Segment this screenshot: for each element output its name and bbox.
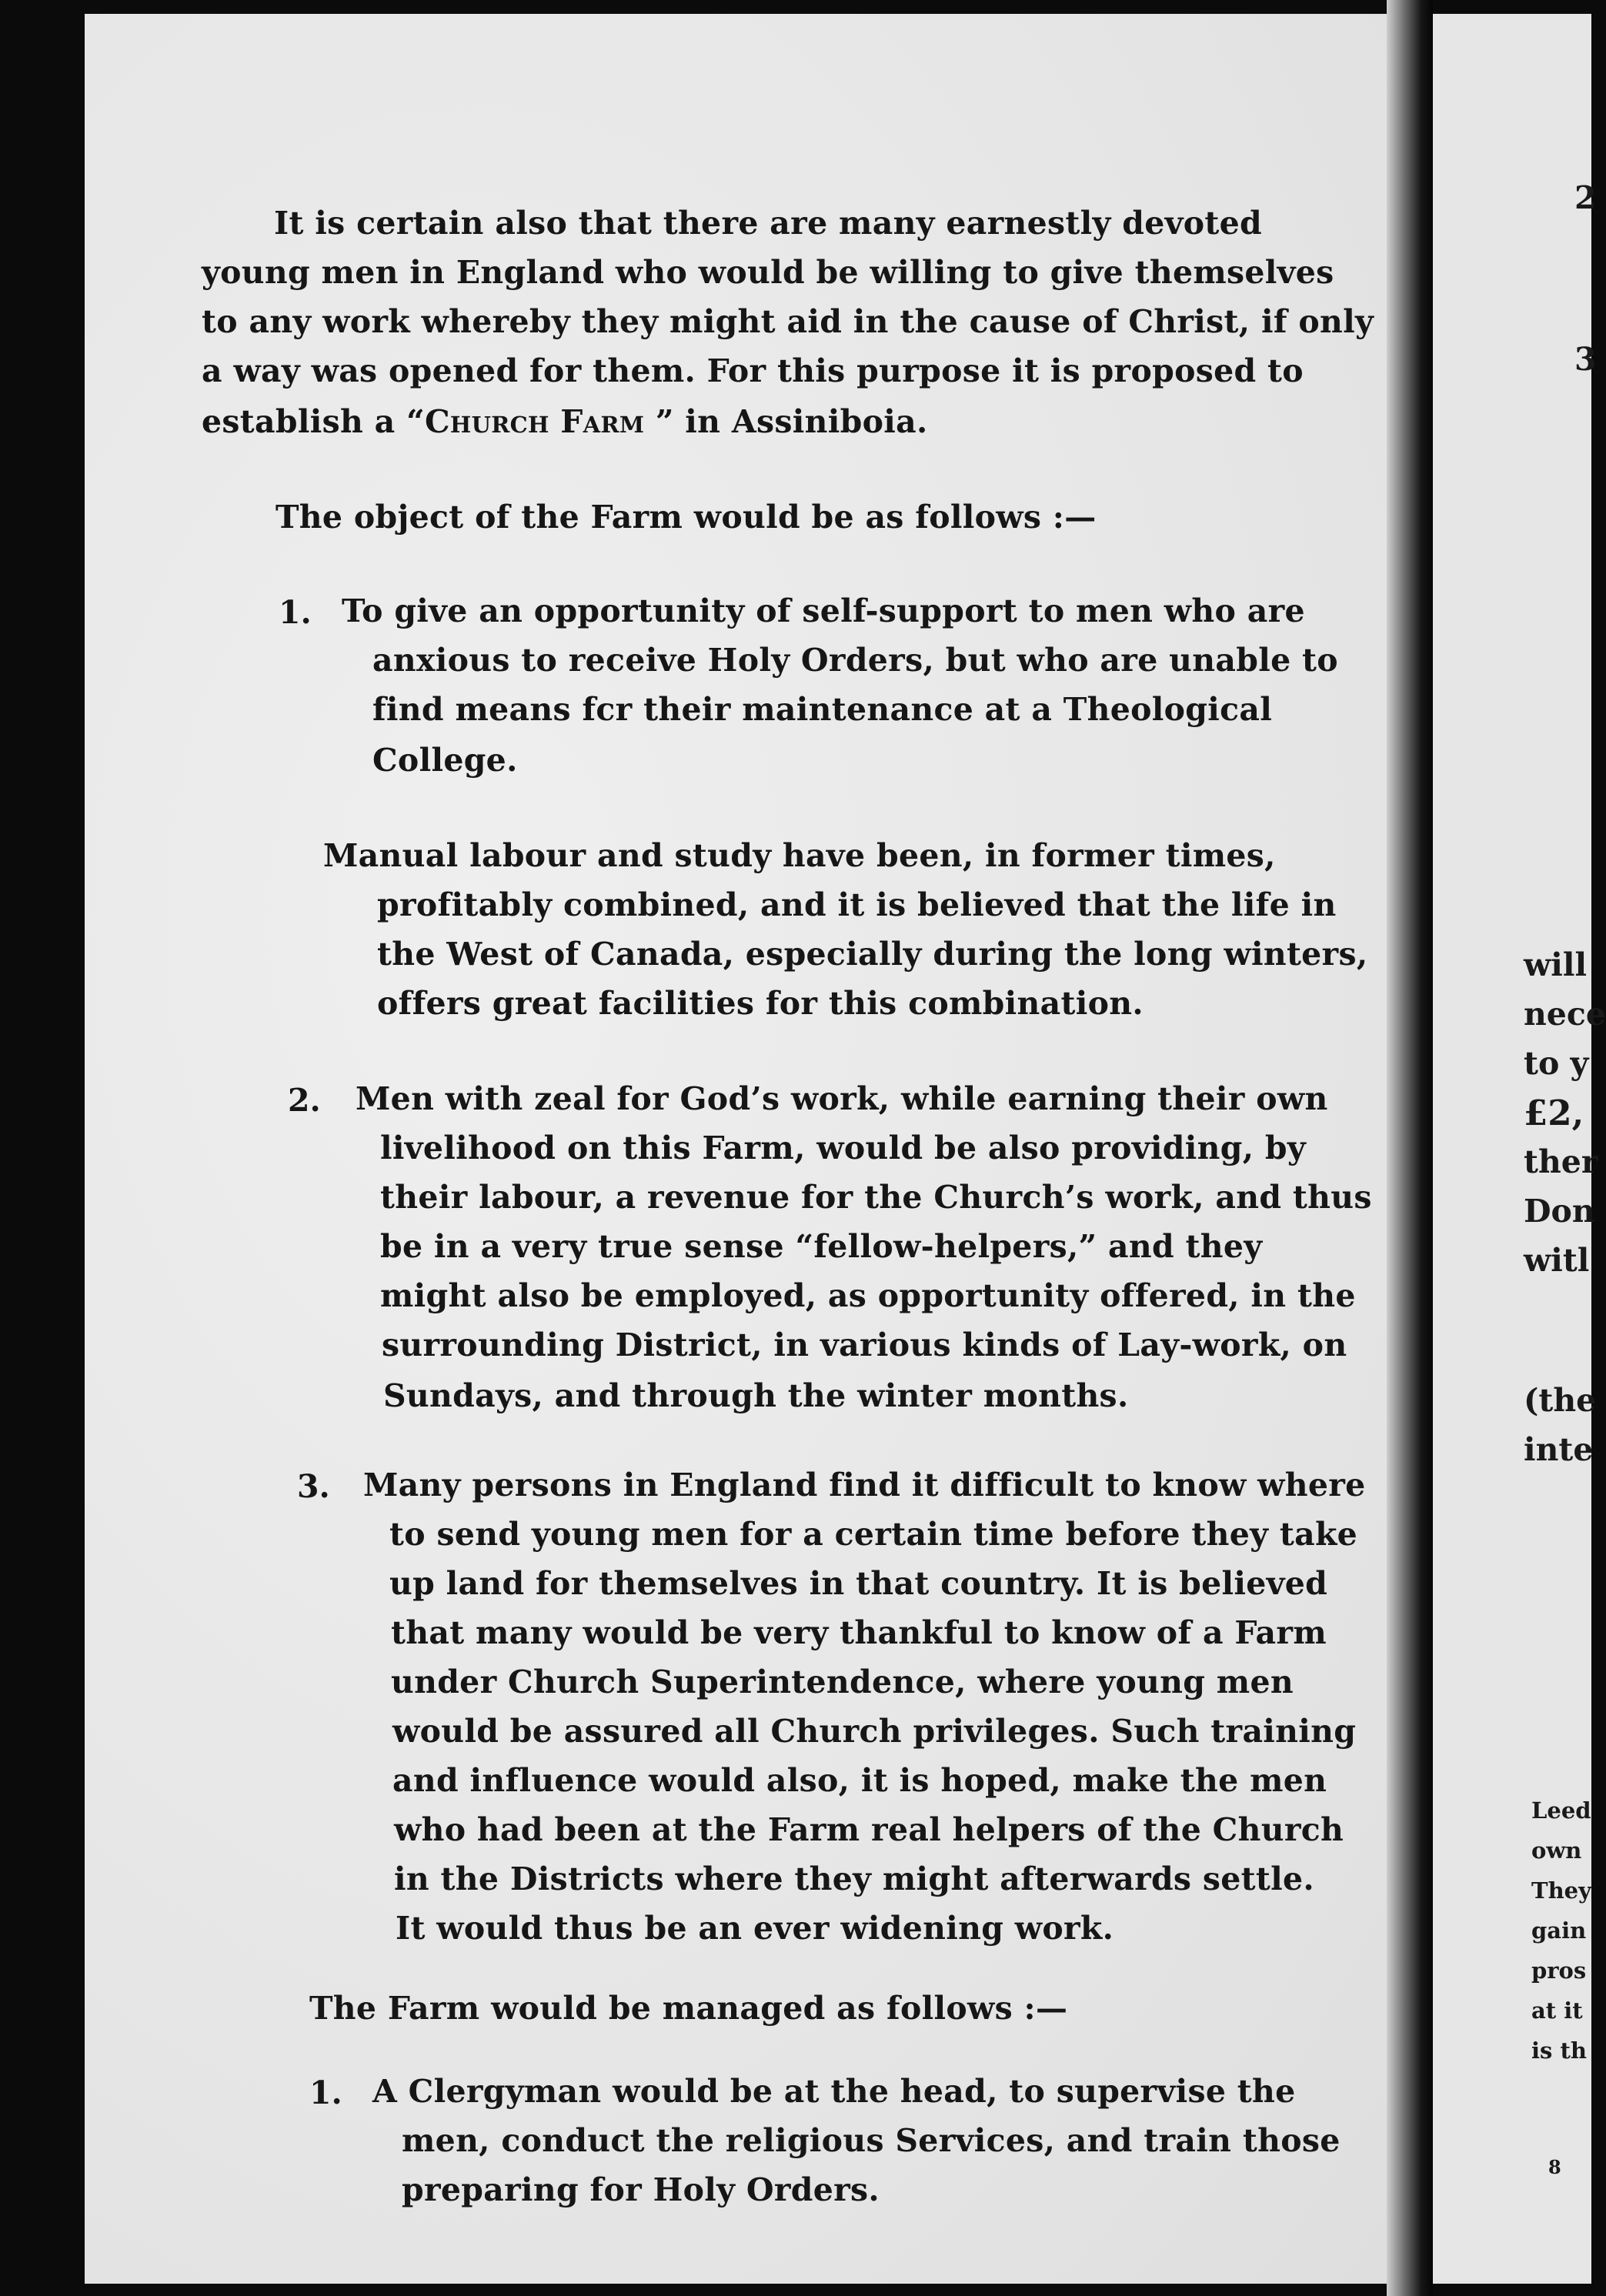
intro-line-5-end: ” in Assiniboia.	[644, 403, 928, 440]
adjacent-page-fragment: Don	[1524, 1193, 1595, 1230]
adjacent-page-fragment: 2	[1574, 179, 1597, 216]
manual-para-line: offers great facilities for this combination.	[377, 985, 1144, 1022]
adjacent-page-fragment: pros	[1531, 1957, 1587, 1984]
object-item-2-line: be in a very true sense “fellow-helpers,” and they	[380, 1228, 1263, 1265]
object-item-3-line: Many persons in England find it difficult to know where	[363, 1467, 1366, 1503]
adjacent-page-fragment: will	[1524, 946, 1588, 983]
object-item-1-line: College.	[372, 742, 518, 779]
page-fold-gutter	[1387, 0, 1433, 2296]
adjacent-page-fragment: witl	[1524, 1242, 1590, 1279]
object-item-3-line: that many would be very thankful to know of a Farm	[391, 1614, 1327, 1651]
adjacent-page-fragment: (the	[1524, 1382, 1597, 1419]
manual-para-line: the West of Canada, especially during the long winters,	[377, 936, 1368, 973]
manual-para-line: Manual labour and study have been, in former times,	[323, 837, 1276, 874]
managed-item-1-line: A Clergyman would be at the head, to supervise the	[372, 2073, 1296, 2110]
object-item-3-line: It would thus be an ever widening work.	[396, 1910, 1114, 1947]
object-item-3-line: in the Districts where they might afterwards settle.	[394, 1860, 1314, 1897]
manual-para-line: profitably combined, and it is believed that the life in	[377, 886, 1337, 923]
object-item-2-line: livelihood on this Farm, would be also providing, by	[380, 1130, 1306, 1166]
object-item-1-number: 1.	[279, 594, 312, 631]
object-item-2-line: surrounding District, in various kinds of Lay-work, on	[382, 1327, 1347, 1363]
object-item-1-line: find means fcr their maintenance at a Theological	[372, 691, 1273, 728]
adjacent-page-fragment: 3	[1574, 341, 1597, 378]
adjacent-page-fragment: inte	[1524, 1431, 1594, 1468]
adjacent-page-fragment: ther	[1524, 1143, 1598, 1180]
adjacent-page-fragment: £2,	[1524, 1093, 1584, 1133]
adjacent-page-fragment: Leed	[1531, 1797, 1591, 1824]
document-page	[85, 14, 1387, 2284]
adjacent-page-fragment: own	[1531, 1837, 1582, 1864]
adjacent-page-fragment: 8	[1548, 2156, 1561, 2178]
adjacent-page-fragment: is th	[1531, 2037, 1587, 2064]
adjacent-page-fragment: They	[1531, 1877, 1591, 1904]
object-item-3-line: who had been at the Farm real helpers of the Church	[394, 1811, 1344, 1848]
managed-item-1-number: 1.	[309, 2074, 342, 2111]
adjacent-page-fragment: at it	[1531, 1997, 1583, 2024]
object-heading: The object of the Farm would be as follows :—	[275, 499, 1097, 536]
adjacent-page-fragment: nece	[1524, 996, 1606, 1033]
adjacent-page-strip	[1433, 14, 1606, 2284]
object-item-2-line: their labour, a revenue for the Church’s work, and thus	[380, 1179, 1372, 1216]
object-item-1-line: To give an opportunity of self-support to men who are	[342, 592, 1305, 629]
adjacent-page-fragment: to y	[1524, 1045, 1589, 1082]
object-item-3-line: would be assured all Church privileges. Such training	[392, 1713, 1357, 1750]
object-item-2-line: might also be employed, as opportunity offered, in the	[380, 1277, 1356, 1314]
intro-line-1: It is certain also that there are many earnestly devoted	[274, 205, 1262, 242]
object-item-2-number: 2.	[288, 1082, 321, 1119]
managed-heading: The Farm would be managed as follows :—	[309, 1990, 1068, 2027]
object-item-2-line: Men with zeal for God’s work, while earning their own	[356, 1080, 1328, 1117]
managed-item-1-line: preparing for Holy Orders.	[402, 2171, 880, 2208]
intro-line-5	[202, 403, 928, 440]
object-item-2-line: Sundays, and through the winter months.	[383, 1377, 1129, 1414]
intro-line-3: to any work whereby they might aid in the cause of Christ, if only	[202, 303, 1374, 340]
intro-line-4: a way was opened for them. For this purpose it is proposed to	[202, 352, 1304, 389]
intro-line-2: young men in England who would be willing to give themselves	[202, 254, 1334, 291]
object-item-3-line: to send young men for a certain time before they take	[389, 1516, 1358, 1553]
church-farm-name: Church Farm	[424, 403, 645, 440]
object-item-3-line: up land for themselves in that country. It is believed	[389, 1565, 1328, 1602]
managed-item-1-line: men, conduct the religious Services, and train those	[402, 2122, 1341, 2159]
object-item-1-line: anxious to receive Holy Orders, but who are unable to	[372, 642, 1338, 679]
intro-line-5-start: establish a “	[202, 403, 425, 440]
object-item-3-number: 3.	[297, 1468, 330, 1505]
object-item-3-line: and influence would also, it is hoped, make the men	[392, 1762, 1327, 1799]
adjacent-page-fragment: gain	[1531, 1917, 1587, 1944]
object-item-3-line: under Church Superintendence, where young men	[391, 1664, 1294, 1700]
